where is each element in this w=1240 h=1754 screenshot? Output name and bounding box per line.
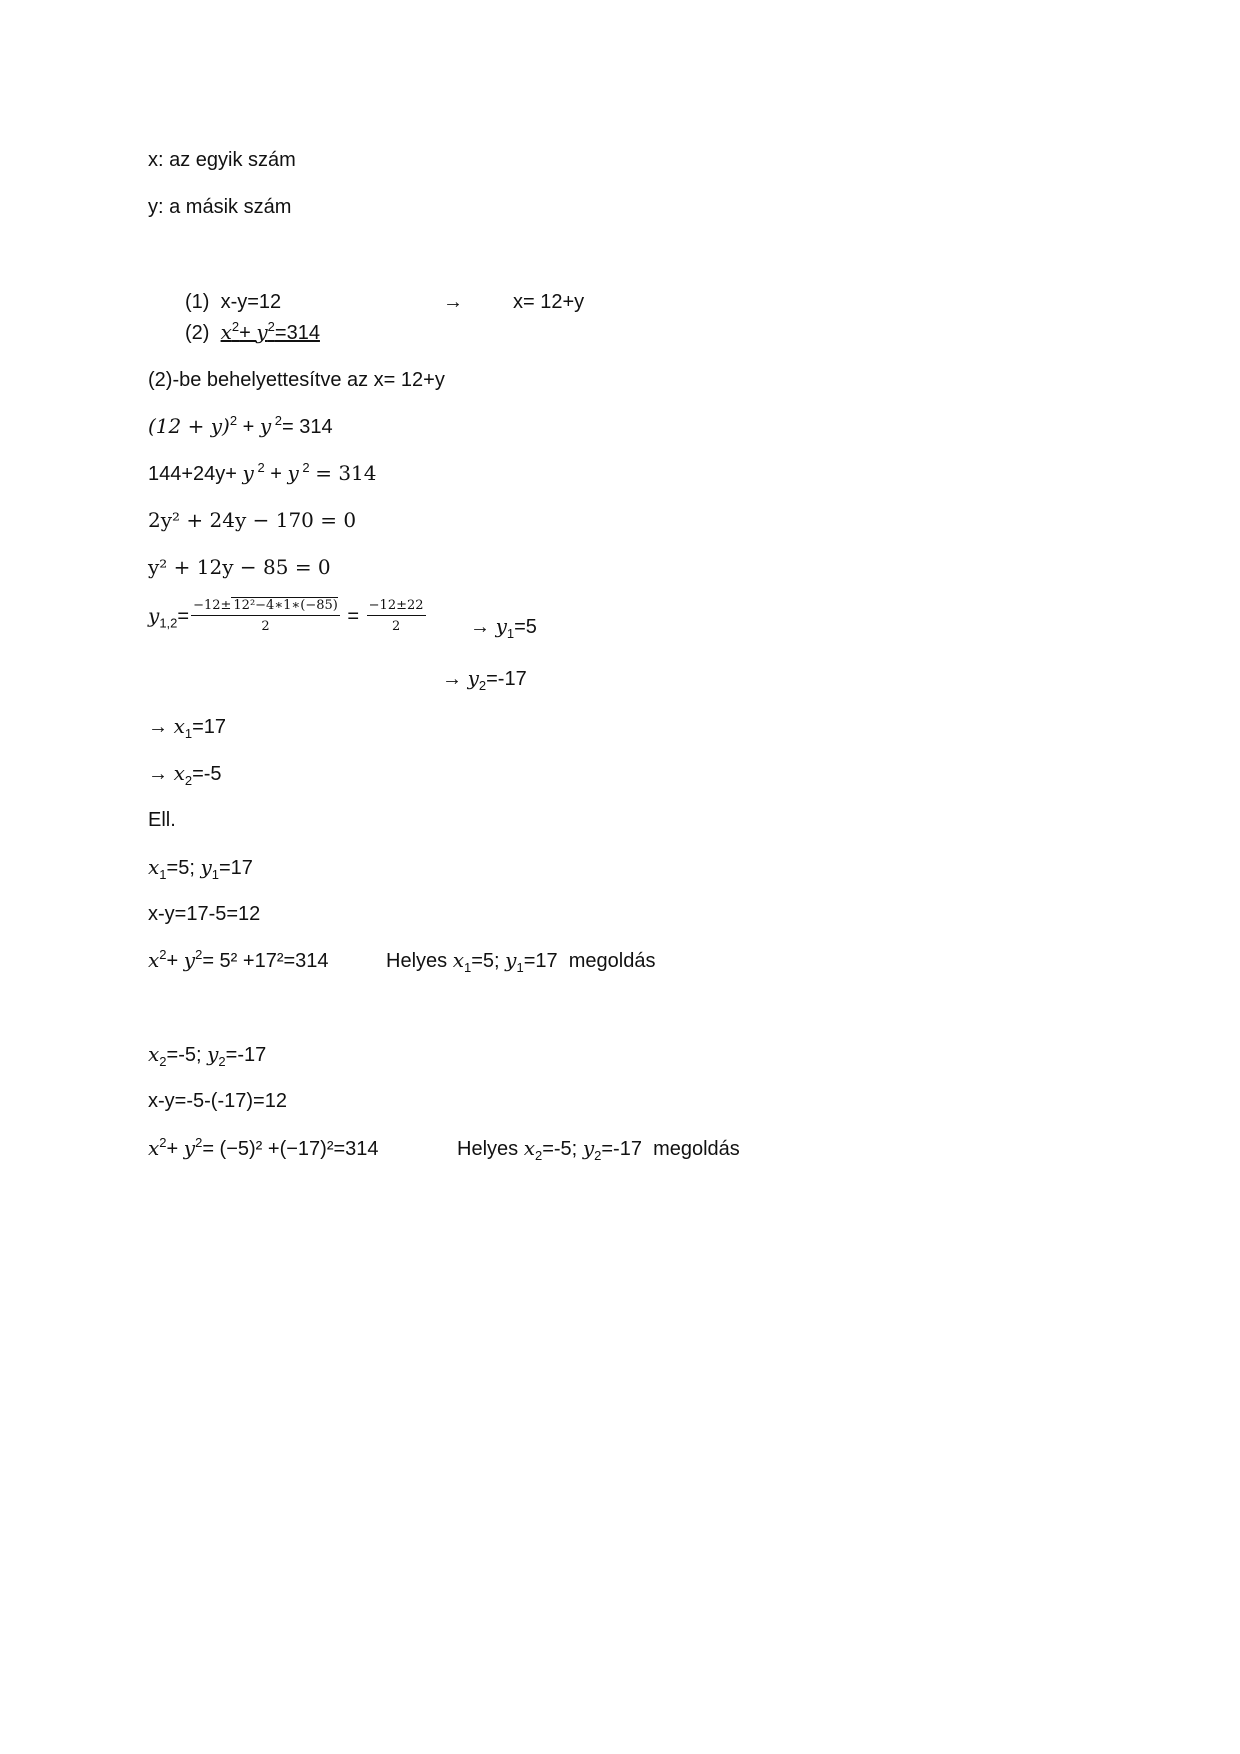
verdict-2: Helyes $x_2=-5$; $y_2=-17$ megoldás [457,1136,740,1163]
step-4: y² + 12y − 85 = 0 [148,555,331,579]
check-2-squares: $x^2+ y^2= (-5)^2 +(-17)^2=314$ [148,1135,379,1160]
equation-1-result: x= 12+y [513,291,585,313]
right-arrow-icon: → [148,763,168,785]
equation-1-text: x-y=12 [220,291,282,313]
step-3: 2y² + 24y − 170 = 0 [148,508,357,532]
definition-x: x: az egyik szám [148,149,296,171]
y2-result: → $y_2=-17$ [442,666,527,693]
right-arrow-icon: → [443,291,463,313]
x2-result: → $x_2=-5$ [148,761,222,788]
substitution-text: (2)-be behelyettesítve az x= 12+y [148,369,445,391]
right-arrow-icon: → [470,616,490,638]
pair-2: $x_2=-5$; $y_2=-17$ [148,1042,267,1069]
simplified-fraction: $\frac{-12\pm 22}{2}$ [368,598,424,634]
equation-2-text: $x^2+ y^2=314$ [220,319,320,344]
equation-1 [185,290,281,314]
equation-2 [185,320,320,345]
y1-result: → $y_1=5$ [470,614,537,641]
right-arrow-icon: → [442,668,462,690]
step-2: 144+24y+ y $^2$ + y $^2$ = 314 [148,460,377,485]
check-2-difference: x-y=-5-(-17)=12 [148,1090,287,1112]
verdict-1: Helyes $x_1=5$; $y_1=17$ megoldás [386,948,656,975]
pair-1: $x_1=5$; $y_1=17$ [148,855,253,882]
check-1-difference: x-y=17-5=12 [148,903,261,925]
right-arrow-icon: → [148,716,168,738]
check-label: Ell. [148,809,176,831]
equation-2-number: (2) [185,322,210,344]
step-1: $(12 + y)^2 + y$ $^2$= 314 [148,413,333,438]
equation-1-number: (1) [185,291,210,313]
definition-y: y: a másik szám [148,196,292,218]
x1-result: → $x_1=17$ [148,714,227,741]
quadratic-formula: $y_{1,2}=$ $\frac{\text{−12± 12²−4∗1∗(−85)}}{2}$ = $\frac{-12\pm 22}{2}$ [148,598,424,634]
formula-fraction: $\frac{\text{−12± 12²−4∗1∗(−85)}}{2}$ [193,598,338,634]
check-1-squares: $x^2+ y^2= 5^2 +17^2=314$ [148,947,329,972]
